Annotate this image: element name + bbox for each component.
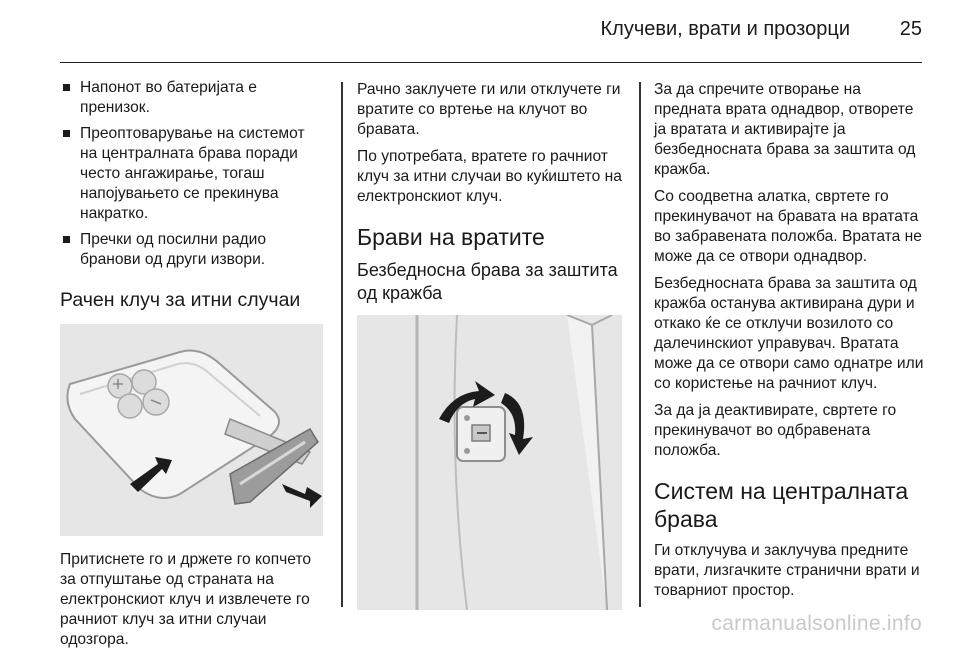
page-number: 25: [899, 18, 922, 40]
illustration-door-lock: [357, 315, 622, 610]
paragraph: Безбедносната брава за заштита од кражба останува активирана дури и откако ќе се отклучи возилото со далечинскиот управувач. Вратата може да се отвори само однатре или со користење на рачниот клуч.: [654, 275, 924, 392]
section-heading: Брави на вратите: [357, 224, 545, 250]
paragraph: Ги отклучува и заклучува предните врати, лизгачките странични врати и товарниот простор.: [654, 542, 920, 599]
paragraph: Рачно заклучете ги или отклучете ги вратите со вртење на клучот во бравата.: [357, 81, 621, 138]
paragraph: По употребата, вратете го рачниот клуч за итни случаи во куќиштето на електронскиот клуч.: [357, 148, 622, 205]
subsection-heading: Безбедносна брава за заштита од кражба: [357, 260, 618, 303]
watermark: carmanualsonline.info: [711, 612, 922, 635]
page-header: [60, 0, 922, 63]
paragraph: За да спречите отворање на предната врата однадвор, отворете ја вратата и активирајте ја безбедносната брава за заштита од кражба.: [654, 81, 916, 178]
bullet-item: Преоптоварување на системот на централната брава поради често ангажирање, тогаш напојувањето се прекинува накратко.: [60, 124, 324, 224]
figure-caption: Притиснете го и држете го копчето за отпуштање од страната на електронскиот клуч и извлечете го рачниот клуч за итни случаи одозгора.: [60, 551, 312, 648]
column-divider: [341, 82, 343, 607]
paragraph: За да ја деактивирате, свртете го прекинувачот во одбравената положба.: [654, 402, 897, 459]
column-divider: [639, 82, 641, 607]
bullet-item: Пречки од посилни радио бранови од други извори.: [60, 230, 324, 270]
column-right: [654, 80, 926, 608]
column-middle: [357, 80, 625, 610]
bullet-item: Напонот во батеријата е пренизок.: [60, 78, 324, 118]
paragraph: Со соодветна алатка, свртете го прекинувачот на бравата на вратата во забравената положба. Вратата не може да се отвори однадвор.: [654, 188, 922, 265]
section-heading: Систем на централната брава: [654, 478, 909, 532]
illustration-emergency-key: [60, 324, 323, 536]
header-title: Клучеви, врати и прозорци: [600, 18, 850, 40]
column-left: [60, 78, 324, 657]
section-heading: Рачен клуч за итни случаи: [60, 289, 301, 311]
